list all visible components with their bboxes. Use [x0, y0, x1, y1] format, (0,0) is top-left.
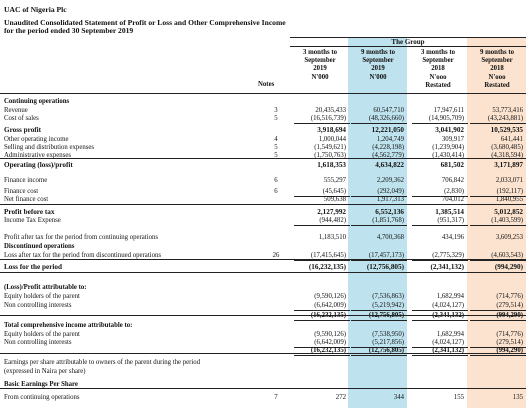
row-value: (2,830) [444, 188, 464, 195]
row-value: (714,776) [496, 331, 523, 338]
row-value: (279,514) [496, 302, 523, 309]
subtotal-rule [294, 123, 350, 124]
row-label: Equity holders of the parent [4, 293, 80, 300]
row-value: (1,239,904) [432, 144, 464, 151]
row-value: (4,024,127) [432, 302, 464, 309]
statement-row [0, 393, 526, 402]
statement-row [0, 242, 526, 251]
group-header: The Group [290, 37, 526, 47]
header-rule [0, 93, 526, 94]
row-value: (2,341,132) [432, 347, 464, 354]
col-header-line: September [422, 57, 454, 65]
col-header-line: N'ooo [429, 73, 447, 81]
row-value: (1,750,763) [314, 152, 346, 159]
col-header-line: 2019 [313, 65, 327, 73]
row-label: Gross profit [4, 126, 42, 134]
row-value: 1,618,353 [317, 161, 346, 169]
row-value: 3,609,253 [495, 234, 523, 241]
row-value: (43,243,881) [487, 115, 523, 122]
row-note: 6 [274, 188, 278, 195]
row-value: 6,552,136 [375, 208, 404, 216]
row-value: (1,403,599) [491, 217, 523, 224]
row-value: (4,024,127) [432, 339, 464, 346]
row-value: 1,000,044 [318, 136, 346, 143]
row-label: Basic Earnings Per Share [4, 381, 78, 388]
row-value: 4,634,822 [375, 161, 404, 169]
row-note: 5 [274, 115, 278, 122]
row-value: 2,033,071 [495, 177, 523, 184]
row-value: (7,536,863) [372, 293, 404, 300]
row-value: (279,514) [496, 339, 523, 346]
row-value: (292,049) [377, 188, 404, 195]
row-label: Continuing operations [4, 98, 70, 105]
row-value: (2,341,132) [430, 263, 464, 271]
col-header-line: 9 months to [361, 49, 395, 56]
row-value: 1,385,514 [435, 208, 464, 216]
col-header-line: N'000 [311, 73, 329, 81]
col-header-line: N'000 [369, 73, 387, 81]
row-value: (2,341,132) [432, 312, 464, 319]
row-value: (4,603,543) [491, 252, 523, 259]
subtotal-rule [470, 123, 526, 124]
row-value: (4,228,198) [372, 144, 404, 151]
group-header-rule [290, 46, 526, 47]
row-value: (2,775,329) [432, 252, 464, 259]
statement-row [0, 126, 526, 135]
row-label: Net finance cost [4, 196, 49, 203]
row-label: Operating (loss)/profit [4, 161, 73, 169]
section-rule [0, 315, 526, 316]
row-value: (12,756,805) [368, 312, 404, 319]
row-value: (994,290) [496, 347, 523, 354]
row-value: (48,326,660) [368, 115, 404, 122]
statement-row [0, 97, 526, 106]
row-value: 3,171,897 [494, 161, 523, 169]
row-value: (9,590,126) [314, 293, 346, 300]
row-label: Selling and distribution expenses [4, 144, 95, 151]
row-value: 2,209,362 [376, 177, 404, 184]
row-value: (1,549,621) [314, 144, 346, 151]
row-label: Administrative expenses [4, 152, 72, 159]
row-value: (4,318,594) [491, 152, 523, 159]
row-label: Loss after tax for the period from discontinued operations [4, 252, 162, 259]
row-value: (4,562,779) [372, 152, 404, 159]
row-value: (5,219,942) [372, 302, 404, 309]
row-value: 344 [393, 394, 404, 401]
row-value: (17,415,645) [310, 252, 346, 259]
row-value: 1,183,510 [318, 234, 346, 241]
row-value: (6,642,009) [314, 302, 346, 309]
row-value: (16,232,135) [310, 347, 346, 354]
statement-row [0, 301, 526, 310]
row-note: 5 [274, 144, 278, 151]
row-label: Cost of sales [4, 115, 39, 122]
row-value: 1,840,955 [495, 196, 523, 203]
col-header-line: N'ooo [488, 73, 506, 81]
row-value: 272 [335, 394, 346, 401]
row-label: Loss for the period [4, 263, 62, 271]
row-value: (5,217,856) [372, 339, 404, 346]
column-header-9m-2019 [349, 49, 407, 82]
row-value: (3,680,485) [491, 144, 523, 151]
row-value: (6,642,009) [314, 339, 346, 346]
row-label: (Loss)/Profit attributable to: [4, 284, 87, 291]
row-value: 704,012 [441, 196, 464, 203]
statement-row [0, 283, 526, 292]
statement-row [0, 114, 526, 123]
row-label: Profit before tax [4, 208, 55, 216]
row-value: 641,441 [500, 136, 523, 143]
row-value: (12,756,805) [368, 347, 404, 354]
col-header-line: Restated [484, 81, 510, 89]
row-label: Revenue [4, 107, 28, 114]
row-value: (16,232,135) [310, 312, 346, 319]
col-header-line: 3 months to [303, 49, 337, 56]
row-value: 135 [512, 394, 523, 401]
row-value: 5,012,852 [494, 208, 523, 216]
subtotal-rule [351, 123, 407, 124]
subtotal-rule [470, 260, 526, 261]
col-header-line: 2019 [371, 65, 385, 73]
subtotal-rule [470, 225, 526, 226]
row-value: 3,918,694 [317, 126, 346, 134]
row-value: (192,117) [496, 188, 523, 195]
row-value: (1,851,768) [372, 217, 404, 224]
row-value: (9,590,126) [314, 331, 346, 338]
col-header-line: September [362, 57, 394, 65]
row-note: 7 [274, 394, 278, 401]
row-value: (14,905,709) [428, 115, 464, 122]
statement-row [0, 161, 526, 170]
statement-row [0, 321, 526, 330]
row-label: Equity holders of the parent [4, 331, 80, 338]
statement-row [0, 358, 526, 367]
row-label: Other operating income [4, 136, 69, 143]
subtotal-rule [412, 225, 468, 226]
row-value: 17,947,611 [433, 107, 464, 114]
row-value: 1,204,749 [376, 136, 404, 143]
row-value: 509,638 [323, 196, 346, 203]
row-value: 60,547,710 [373, 107, 404, 114]
column-header-3m-2018 [409, 49, 467, 90]
row-value: 4,700,368 [376, 234, 404, 241]
company-name: UAC of Nigeria Plc [4, 5, 67, 14]
row-value: (16,516,739) [310, 115, 346, 122]
row-value: 555,297 [323, 177, 346, 184]
row-label: Profit after tax for the period from continuing operations [4, 234, 159, 241]
subtotal-rule [470, 355, 526, 356]
row-value: 1,682,994 [436, 293, 464, 300]
statement-row [0, 367, 526, 376]
row-label: (expressed in Naira per share) [4, 368, 86, 375]
row-value: 3,041,902 [435, 126, 464, 134]
row-value: 681,502 [440, 161, 464, 169]
col-header-line: 3 months to [421, 49, 455, 56]
row-value: (45,645) [322, 188, 346, 195]
notes-header: Notes [258, 81, 275, 88]
row-value: (951,317) [437, 217, 464, 224]
row-value: 706,842 [441, 177, 464, 184]
row-value: 1,917,313 [376, 196, 404, 203]
row-value: (994,290) [496, 312, 523, 319]
row-value: 10,529,535 [490, 126, 523, 134]
col-header-line: Restated [425, 81, 451, 89]
statement-row [0, 176, 526, 185]
section-rule [0, 388, 526, 389]
column-header-3m-2019 [291, 49, 349, 82]
row-label: Total comprehensive income attributable to: [4, 322, 133, 329]
row-value: (7,538,950) [372, 331, 404, 338]
section-rule [0, 272, 526, 273]
section-rule [0, 353, 526, 354]
column-header-9m-2018 [468, 49, 526, 90]
row-note: 3 [274, 107, 278, 114]
row-label: Finance income [4, 177, 48, 184]
row-label: From continuing operations [4, 394, 80, 401]
row-value: 155 [453, 394, 464, 401]
subtotal-rule [351, 355, 407, 356]
section-rule [0, 259, 526, 260]
section-rule [0, 158, 526, 159]
section-rule [0, 204, 526, 205]
statement-row [0, 292, 526, 301]
subtotal-rule [412, 260, 468, 261]
row-label: Income Tax Expense [4, 217, 61, 224]
col-header-line: 9 months to [480, 49, 514, 56]
row-value: 53,773,416 [492, 107, 523, 114]
row-value: (17,457,173) [368, 252, 404, 259]
row-value: (12,756,805) [366, 263, 404, 271]
statement-title: Unaudited Consolidated Statement of Profit or Loss and Other Comprehensive Income [4, 18, 286, 27]
row-label: Earnings per share attributable to owners of the parent during the period [4, 359, 201, 366]
row-note: 4 [274, 136, 278, 143]
row-value: (1,430,414) [432, 152, 464, 159]
col-header-line: September [481, 57, 513, 65]
row-value: 1,682,994 [436, 331, 464, 338]
subtotal-rule [294, 260, 350, 261]
statement-row [0, 233, 526, 242]
row-value: 20,435,433 [315, 107, 346, 114]
statement-row [0, 195, 526, 204]
col-header-line: September [304, 57, 336, 65]
row-label: Non controlling interests [4, 339, 72, 346]
col-header-line: 2018 [431, 65, 445, 73]
row-note: 5 [274, 152, 278, 159]
row-value: 2,127,992 [317, 208, 346, 216]
row-value: (944,482) [319, 217, 346, 224]
subtotal-rule [412, 123, 468, 124]
row-value: 12,221,050 [371, 126, 404, 134]
row-label: Finance cost [4, 188, 39, 195]
col-header-line: 2018 [490, 65, 504, 73]
subtotal-rule [351, 225, 407, 226]
statement-period: for the period ended 30 September 2019 [4, 26, 134, 35]
row-label: Non controlling interests [4, 302, 72, 309]
subtotal-rule [412, 355, 468, 356]
subtotal-rule [351, 260, 407, 261]
statement-row [0, 263, 526, 272]
row-value: 434,196 [441, 234, 464, 241]
row-value: (16,232,135) [308, 263, 346, 271]
row-note: 6 [274, 177, 278, 184]
row-label: Discontinued operations [4, 243, 75, 250]
subtotal-rule [294, 355, 350, 356]
subtotal-rule [294, 225, 350, 226]
row-note: 26 [272, 252, 280, 259]
row-value: (714,776) [496, 293, 523, 300]
row-value: 309,917 [441, 136, 464, 143]
row-value: (994,290) [494, 263, 523, 271]
statement-row [0, 216, 526, 225]
